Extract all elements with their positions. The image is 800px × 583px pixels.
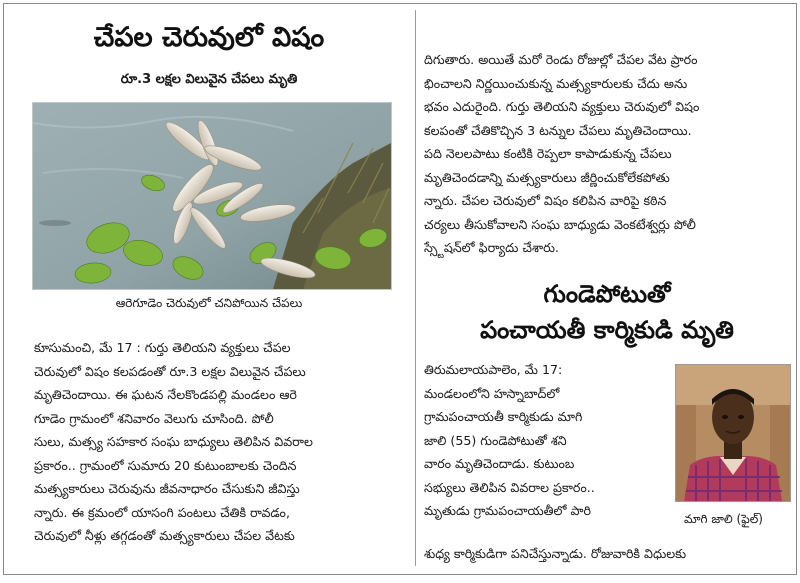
- story2-body-full: [424, 542, 790, 566]
- body-line: గూడెం గ్రామంలో శనివారం వెలుగు చూసింది. పోలీ: [34, 410, 274, 426]
- body-line: గ్రామపంచాయతీ కార్మికుడు మాగి: [424, 409, 583, 424]
- body-line: మృతిచెందడాన్ని మత్స్యకారులు జీర్ణించుకోలేకపోతు: [424, 169, 670, 185]
- body-line: న్నారు. చేపల చెరువులో విషం కలిపిన వారిపై కఠిన: [424, 193, 667, 208]
- body-line: న్నారు. ఈ క్రమంలో యాసంగి పంటలు చేతికి రావడం,: [34, 504, 290, 520]
- body-line: మృతిచెందాయి. ఈ ఘటన నేలకొండపల్లి మండలం ఆరె: [34, 387, 297, 402]
- body-line: తిరుమలాయపాలెం, మే 17:: [424, 362, 563, 377]
- body-line: భవం ఎదురైంది. గుర్తు తెలియని వ్యక్తులు చెరువులో విషం: [424, 99, 700, 114]
- body-line: కలపంతో చేతికొచ్చిన 3 టన్నుల చేపలు మృతిచెందాయి.: [424, 122, 692, 138]
- body-line: శుధ్య కార్మికుడిగా పనిచేస్తున్నాడు. రోజువారికి విధులకు: [424, 546, 687, 561]
- body-line: జాలి (55) గుండెపోటుతో శని: [424, 432, 567, 448]
- body-line: మండలంలోని హస్నాబాద్‌లో: [424, 385, 560, 401]
- body-line: చెరువులో విషం కలపడంతో రూ.3 లక్షల విలువైన చేపలు: [34, 363, 306, 379]
- dead-fish-pond-photo: [32, 102, 392, 290]
- story1-subhead: రూ.3 లక్షల విలువైన చేపలు మృతి: [120, 72, 298, 87]
- body-line: చర్యలు తీసుకోవాలని సంఘ బాధ్యుడు వెంకటేశ్వర్లు పోలీ: [424, 216, 696, 232]
- story2-headline-line2: పంచాయతీ కార్మికుడి మృతి: [480, 316, 734, 344]
- story1-body-left: [34, 336, 404, 548]
- column-divider: [415, 10, 416, 566]
- body-line: పది నెలలపాటు కంటికి రెప్పలా కాపాడుకున్న చేపలు: [424, 146, 672, 161]
- photo-caption: ఆరెగూడెం చెరువులో చనిపోయిన చేపలు: [115, 296, 303, 310]
- pond-image: [33, 103, 391, 289]
- man-portrait-image: [676, 365, 790, 501]
- body-line: కూసుమంచి, మే 17 : గుర్తు తెలియని వ్యక్తులు చేపల: [34, 340, 291, 355]
- body-line: సభ్యులు తెలిపిన వివరాల ప్రకారం..: [424, 479, 595, 495]
- body-line: మత్స్యకారులు చెరువును జీవనాధారం చేసుకుని జీవిస్తు: [34, 481, 300, 496]
- body-line: స్స్టేషన్‌లో ఫిర్యాదు చేశారు.: [424, 240, 559, 255]
- story1-headline: చేపల చెరువులో విషం: [93, 22, 325, 53]
- story2-headline-line1: గుండెపోటుతో: [543, 280, 671, 308]
- body-line: వారం మృతిచెందాడు. కుటుంబ: [424, 456, 575, 471]
- portrait-caption: మాగి జాలి (ఫైల్): [684, 512, 763, 526]
- newspaper-page: [3, 3, 797, 575]
- body-line: ప్రకారం.. గ్రామంలో సుమారు 20 కుటుంబాలకు చెందిన: [34, 457, 297, 473]
- story2-body-narrow: [424, 358, 672, 523]
- portrait-photo: [675, 364, 791, 502]
- body-line: దిగుతారు. అయితే మరో రెండు రోజుల్లో చేపల వేట ప్రారం: [424, 52, 698, 67]
- body-line: సులు, మత్స్య సహకార సంఘ బాధ్యులు తెలిపిన వివరాల: [34, 434, 313, 449]
- body-line: భించాలని నిర్ణయించుకున్న మత్స్యకారులకు చేదు అను: [424, 75, 688, 91]
- story1-body-right: [424, 48, 790, 260]
- body-line: మృతుడు గ్రామపంచాయతీలో పారి: [424, 503, 591, 518]
- body-line: చెరువులో నీళ్లు తగ్గడంతో మత్స్యకారులు చేపల వేటకు: [34, 528, 295, 543]
